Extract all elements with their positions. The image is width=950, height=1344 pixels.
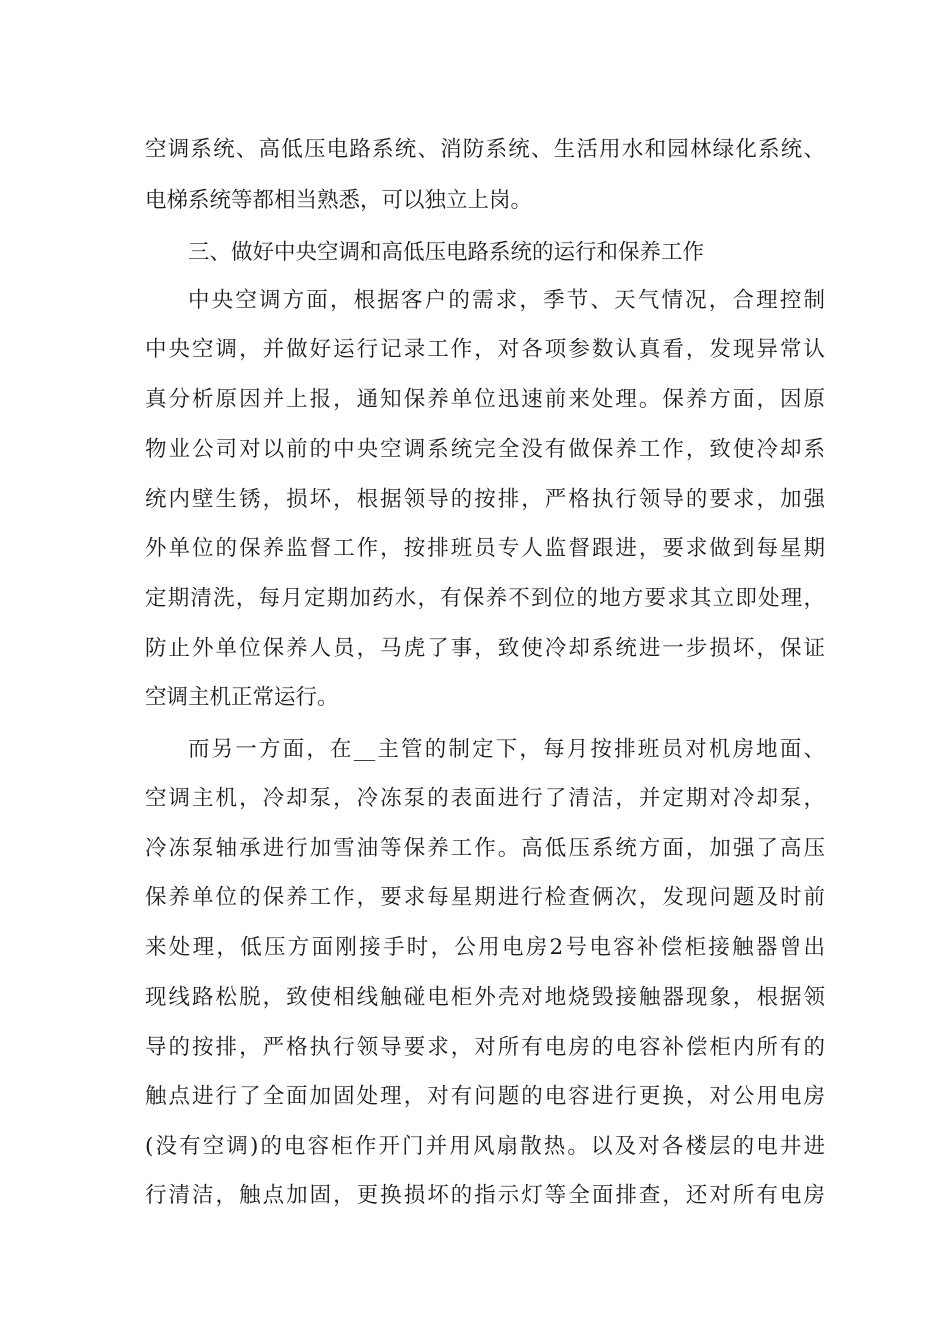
text-line: 外单位的保养监督工作，按排班员专人监督跟进，要求做到每星期 [145, 536, 825, 561]
text-line: 定期清洗，每月定期加药水，有保养不到位的地方要求其立即处理， [145, 586, 825, 611]
text-line: 空调系统、高低压电路系统、消防系统、生活用水和园林绿化系统、 [145, 137, 825, 162]
text-line: 行清洁，触点加固，更换损坏的指示灯等全面排查，还对所有电房 [145, 1183, 825, 1208]
text-line: 真分析原因并上报，通知保养单位迅速前来处理。保养方面，因原 [145, 387, 825, 412]
text-line: 而另一方面，在__主管的制定下，每月按排班员对机房地面、 [188, 737, 825, 762]
text-line: 统内壁生锈，损坏，根据领导的按排，严格执行领导的要求，加强 [145, 487, 825, 512]
text-line: 触点进行了全面加固处理，对有问题的电容进行更换，对公用电房 [145, 1084, 825, 1109]
text-line: 来处理，低压方面刚接手时，公用电房2号电容补偿柜接触器曾出 [145, 935, 825, 960]
text-line: (没有空调)的电容柜作开门并用风扇散热。以及对各楼层的电井进 [145, 1134, 825, 1159]
text-line: 中央空调，并做好运行记录工作，对各项参数认真看，发现异常认 [145, 337, 825, 362]
text-line: 空调主机正常运行。 [145, 685, 339, 710]
text-line: 中央空调方面，根据客户的需求，季节、天气情况，合理控制 [188, 288, 825, 313]
text-line: 空调主机，冷却泵，冷冻泵的表面进行了清洁，并定期对冷却泵， [145, 786, 825, 811]
section-heading: 三、做好中央空调和高低压电路系统的运行和保养工作 [188, 240, 705, 265]
text-line: 冷冻泵轴承进行加雪油等保养工作。高低压系统方面，加强了高压 [145, 836, 825, 861]
text-line: 电梯系统等都相当熟悉，可以独立上岗。 [145, 188, 533, 213]
text-line: 导的按排，严格执行领导要求，对所有电房的电容补偿柜内所有的 [145, 1035, 825, 1060]
text-line: 防止外单位保养人员，马虎了事，致使冷却系统进一步损坏，保证 [145, 636, 825, 661]
text-line: 保养单位的保养工作，要求每星期进行检查俩次，发现问题及时前 [145, 885, 825, 910]
text-line: 物业公司对以前的中央空调系统完全没有做保养工作，致使冷却系 [145, 437, 825, 462]
text-line: 现线路松脱，致使相线触碰电柜外壳对地烧毁接触器现象，根据领 [145, 985, 825, 1010]
